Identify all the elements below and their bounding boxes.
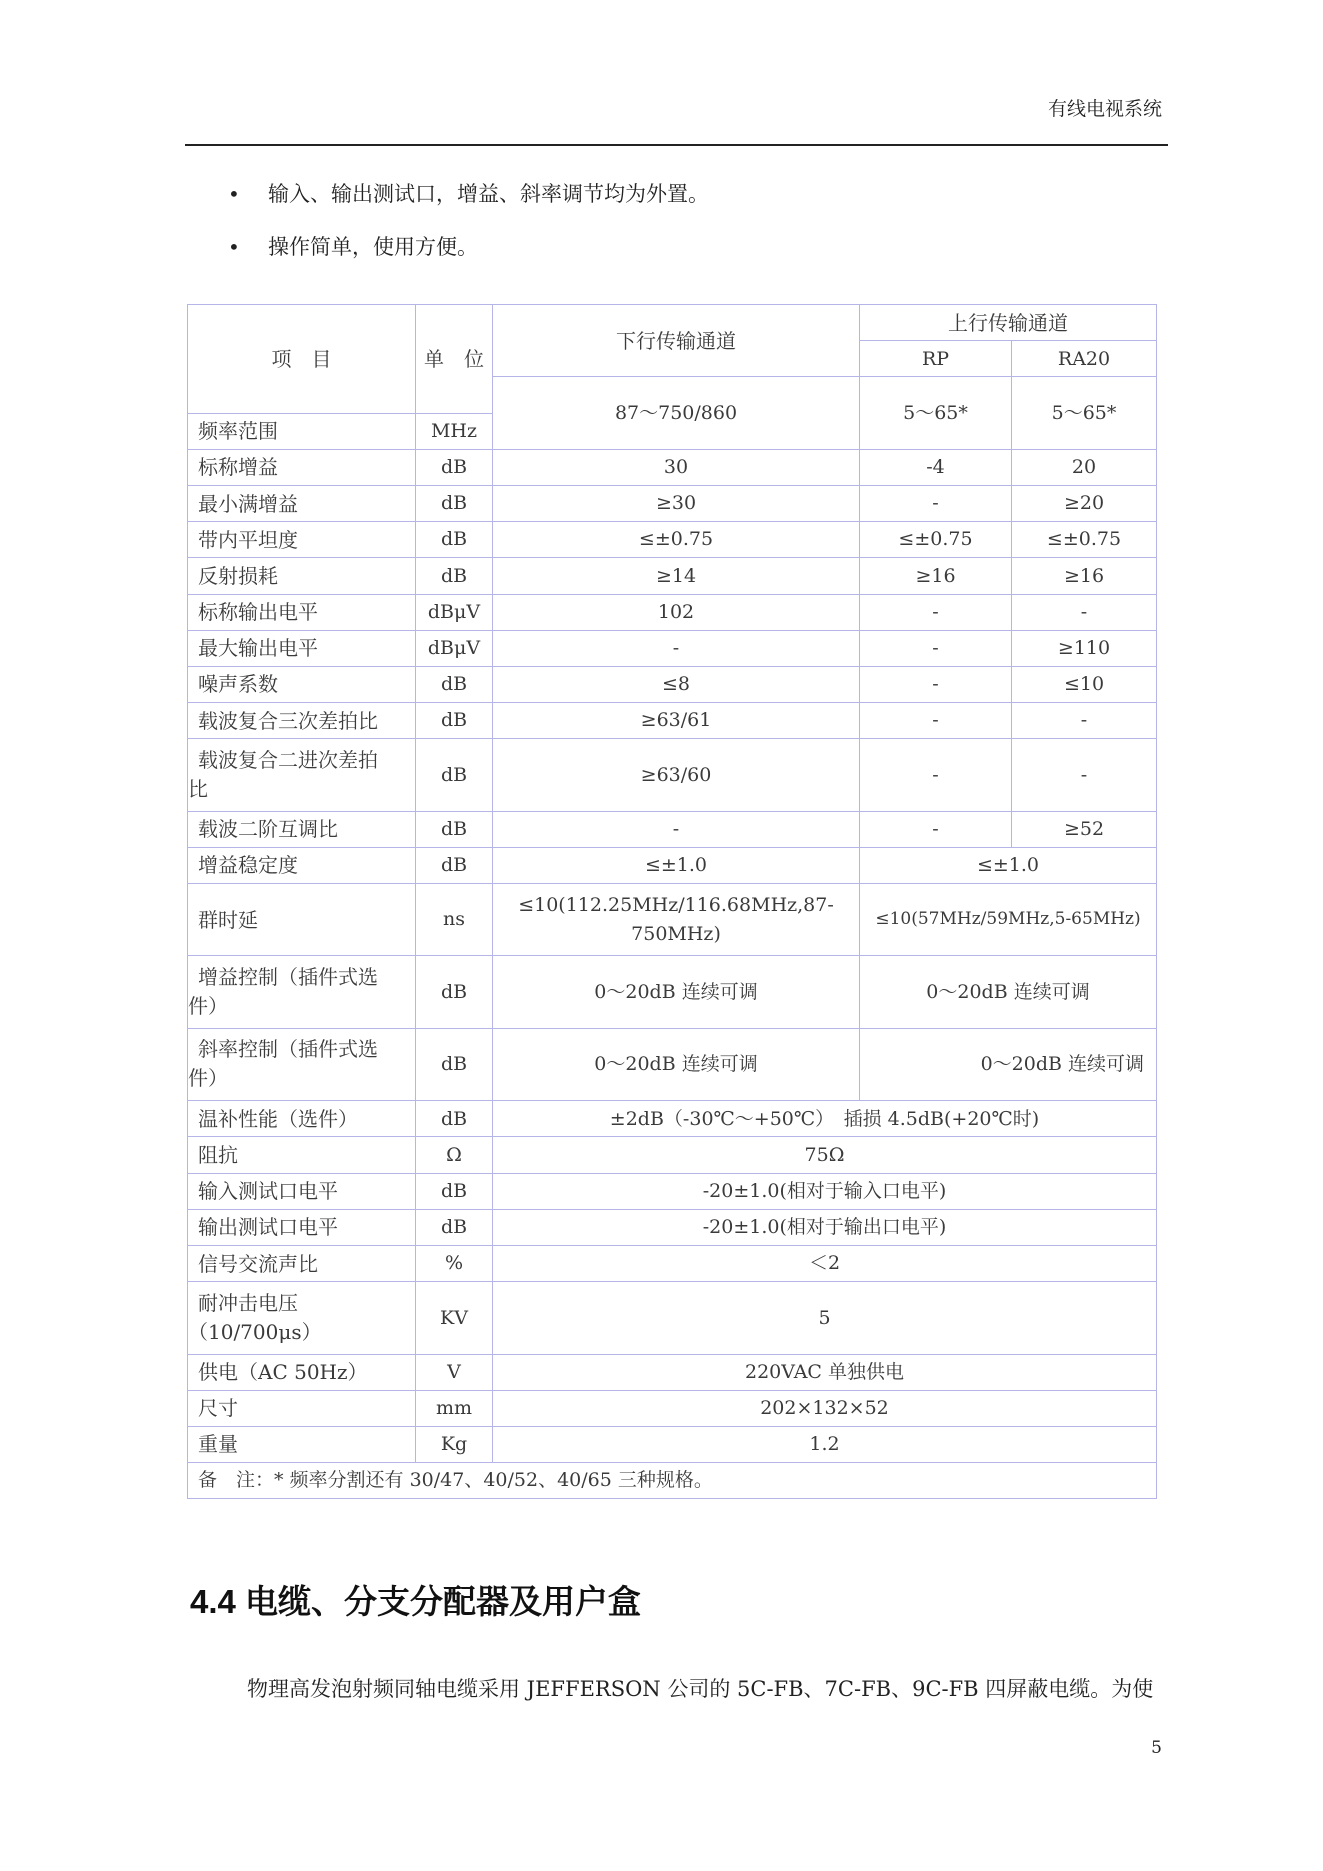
table-row bbox=[188, 1101, 1157, 1137]
cell-item bbox=[188, 739, 416, 811]
feature-item bbox=[228, 234, 478, 260]
cell-down: 0～20dB 连续可调 bbox=[493, 956, 860, 1028]
cell-rp: ≤±0.75 bbox=[860, 522, 1012, 558]
cell-down: ≤±0.75 bbox=[493, 522, 860, 558]
header-rp: RP bbox=[860, 341, 1012, 377]
table-row bbox=[188, 449, 1157, 485]
cell-item: 载波二阶互调比 bbox=[188, 811, 416, 847]
feature-text: 操作简单，使用方便。 bbox=[268, 235, 478, 259]
cell-rp: - bbox=[860, 594, 1012, 630]
cell-down: - bbox=[493, 630, 860, 666]
table-row bbox=[188, 1426, 1157, 1462]
cell-item: 噪声系数 bbox=[188, 666, 416, 702]
cell-value: -20±1.0(相对于输入口电平) bbox=[493, 1173, 1157, 1209]
cell-unit: dB bbox=[416, 811, 493, 847]
cell-ra20: ≥16 bbox=[1012, 558, 1157, 594]
cell-value: 1.2 bbox=[493, 1426, 1157, 1462]
cell-unit: dB bbox=[416, 703, 493, 739]
cell-item: 频率范围 bbox=[188, 413, 416, 449]
table-row bbox=[188, 1173, 1157, 1209]
cell-item: 重量 bbox=[188, 1426, 416, 1462]
cell-down: - bbox=[493, 811, 860, 847]
cell-item: 增益稳定度 bbox=[188, 847, 416, 883]
cell-ra20: - bbox=[1012, 594, 1157, 630]
cell-item: 载波复合三次差拍比 bbox=[188, 703, 416, 739]
cell-item: 反射损耗 bbox=[188, 558, 416, 594]
cell-ra20: ≤±0.75 bbox=[1012, 522, 1157, 558]
cell-rp: ≥16 bbox=[860, 558, 1012, 594]
cell-ra20: - bbox=[1012, 739, 1157, 811]
cell-item bbox=[188, 956, 416, 1028]
cell-value: 202×132×52 bbox=[493, 1390, 1157, 1426]
cell-down: 0～20dB 连续可调 bbox=[493, 1028, 860, 1100]
cell-value: 75Ω bbox=[493, 1137, 1157, 1173]
cell-down: 102 bbox=[493, 594, 860, 630]
cell-value: 220VAC 单独供电 bbox=[493, 1354, 1157, 1390]
cell-ra20: 20 bbox=[1012, 449, 1157, 485]
body-paragraph: 物理高发泡射频同轴电缆采用 JEFFERSON 公司的 5C-FB、7C-FB、9C-FB 四屏蔽电缆。为使 bbox=[247, 1677, 1154, 1701]
cell-item-line: 斜率控制（插件式选 bbox=[198, 1037, 378, 1062]
cell-value: ＜2 bbox=[493, 1245, 1157, 1281]
cell-item: 输出测试口电平 bbox=[188, 1209, 416, 1245]
cell-item: 最大输出电平 bbox=[188, 630, 416, 666]
bullet-icon: • bbox=[228, 182, 240, 206]
cell-rp: - bbox=[860, 811, 1012, 847]
table-row bbox=[188, 1354, 1157, 1390]
table-row bbox=[188, 956, 1157, 1028]
cell-down: 87～750/860 bbox=[493, 377, 860, 449]
table-row bbox=[188, 630, 1157, 666]
spec-table bbox=[187, 304, 1157, 1499]
cell-unit: dBμV bbox=[416, 594, 493, 630]
cell-value: 5 bbox=[493, 1282, 1157, 1354]
cell-rp: -4 bbox=[860, 449, 1012, 485]
table-row bbox=[188, 1209, 1157, 1245]
cell-unit: dB bbox=[416, 956, 493, 1028]
cell-down-line: 750MHz) bbox=[631, 922, 721, 945]
cell-rp: - bbox=[860, 739, 1012, 811]
cell-rp: - bbox=[860, 485, 1012, 521]
table-header-row bbox=[188, 305, 1157, 341]
table-row bbox=[188, 558, 1157, 594]
cell-rp: 5～65* bbox=[860, 377, 1012, 449]
cell-unit: % bbox=[416, 1245, 493, 1281]
cell-item: 信号交流声比 bbox=[188, 1245, 416, 1281]
header-upstream: 上行传输通道 bbox=[860, 305, 1157, 341]
cell-ra20: ≥52 bbox=[1012, 811, 1157, 847]
cell-unit: V bbox=[416, 1354, 493, 1390]
cell-item-line: 件） bbox=[188, 1066, 228, 1091]
cell-unit: ns bbox=[416, 884, 493, 956]
cell-rp: - bbox=[860, 630, 1012, 666]
cell-item-line: 增益控制（插件式选 bbox=[198, 965, 378, 990]
table-row bbox=[188, 666, 1157, 702]
cell-unit: dB bbox=[416, 558, 493, 594]
cell-item: 群时延 bbox=[188, 884, 416, 956]
table-row bbox=[188, 1245, 1157, 1281]
page-number: 5 bbox=[1151, 1738, 1162, 1758]
cell-item-line: 载波复合二进次差拍 bbox=[198, 747, 378, 772]
cell-unit: dB bbox=[416, 1209, 493, 1245]
table-note: 备 注：* 频率分割还有 30/47、40/52、40/65 三种规格。 bbox=[188, 1463, 1157, 1499]
cell-unit: mm bbox=[416, 1390, 493, 1426]
cell-unit: dB bbox=[416, 739, 493, 811]
cell-item-line: （10/700μs） bbox=[188, 1319, 322, 1344]
cell-up: ≤±1.0 bbox=[860, 847, 1157, 883]
cell-item-line: 耐冲击电压 bbox=[198, 1290, 298, 1315]
cell-down bbox=[493, 884, 860, 956]
header-ra20: RA20 bbox=[1012, 341, 1157, 377]
cell-unit: Kg bbox=[416, 1426, 493, 1462]
cell-item: 标称输出电平 bbox=[188, 594, 416, 630]
cell-unit: dB bbox=[416, 485, 493, 521]
table-row bbox=[188, 703, 1157, 739]
cell-up: ≤10(57MHz/59MHz,5-65MHz) bbox=[860, 884, 1157, 956]
feature-text: 输入、输出测试口，增益、斜率调节均为外置。 bbox=[268, 182, 709, 206]
header-item: 项 目 bbox=[188, 305, 416, 414]
cell-down: ≥63/61 bbox=[493, 703, 860, 739]
cell-item: 输入测试口电平 bbox=[188, 1173, 416, 1209]
table-note-row bbox=[188, 1463, 1157, 1499]
table-row bbox=[188, 522, 1157, 558]
table-row bbox=[188, 1282, 1157, 1354]
cell-item: 带内平坦度 bbox=[188, 522, 416, 558]
cell-down: ≥63/60 bbox=[493, 739, 860, 811]
cell-item bbox=[188, 1282, 416, 1354]
cell-rp: - bbox=[860, 666, 1012, 702]
table-row bbox=[188, 1137, 1157, 1173]
cell-unit: dB bbox=[416, 522, 493, 558]
cell-value: -20±1.0(相对于输出口电平) bbox=[493, 1209, 1157, 1245]
cell-unit: dB bbox=[416, 449, 493, 485]
cell-unit: dB bbox=[416, 847, 493, 883]
table-row bbox=[188, 811, 1157, 847]
cell-item: 尺寸 bbox=[188, 1390, 416, 1426]
cell-item: 标称增益 bbox=[188, 449, 416, 485]
table-row bbox=[188, 1390, 1157, 1426]
table-row bbox=[188, 847, 1157, 883]
cell-down: ≥14 bbox=[493, 558, 860, 594]
cell-value: ±2dB（-30℃～+50℃） 插损 4.5dB(+20℃时) bbox=[493, 1101, 1157, 1137]
cell-unit: dB bbox=[416, 1028, 493, 1100]
cell-item: 阻抗 bbox=[188, 1137, 416, 1173]
cell-item: 最小满增益 bbox=[188, 485, 416, 521]
cell-down: 30 bbox=[493, 449, 860, 485]
table-row bbox=[188, 1028, 1157, 1100]
cell-ra20: 5～65* bbox=[1012, 377, 1157, 449]
table-row bbox=[188, 884, 1157, 956]
cell-up: 0～20dB 连续可调 bbox=[860, 956, 1157, 1028]
cell-down: ≥30 bbox=[493, 485, 860, 521]
running-header: 有线电视系统 bbox=[1047, 98, 1162, 120]
bullet-icon: • bbox=[228, 235, 240, 259]
cell-unit: dBμV bbox=[416, 630, 493, 666]
cell-item-line: 比 bbox=[188, 776, 208, 801]
header-rule bbox=[185, 144, 1168, 146]
header-unit: 单 位 bbox=[416, 305, 493, 414]
table-row bbox=[188, 739, 1157, 811]
cell-down: ≤8 bbox=[493, 666, 860, 702]
cell-unit: MHz bbox=[416, 413, 493, 449]
cell-up: 0～20dB 连续可调 bbox=[860, 1028, 1157, 1100]
header-downstream: 下行传输通道 bbox=[493, 305, 860, 377]
cell-ra20: - bbox=[1012, 703, 1157, 739]
cell-unit: KV bbox=[416, 1282, 493, 1354]
cell-down: ≤±1.0 bbox=[493, 847, 860, 883]
cell-unit: dB bbox=[416, 1173, 493, 1209]
cell-unit: dB bbox=[416, 666, 493, 702]
feature-item bbox=[228, 181, 709, 207]
cell-ra20: ≥20 bbox=[1012, 485, 1157, 521]
cell-unit: Ω bbox=[416, 1137, 493, 1173]
table-row bbox=[188, 485, 1157, 521]
cell-ra20: ≥110 bbox=[1012, 630, 1157, 666]
cell-item-line: 件） bbox=[188, 994, 228, 1019]
cell-ra20: ≤10 bbox=[1012, 666, 1157, 702]
cell-item bbox=[188, 1028, 416, 1100]
cell-down-line: ≤10(112.25MHz/116.68MHz,87- bbox=[518, 894, 834, 917]
cell-item: 温补性能（选件） bbox=[188, 1101, 416, 1137]
section-heading: 4.4 电缆、分支分配器及用户盒 bbox=[190, 1583, 642, 1620]
cell-item: 供电（AC 50Hz） bbox=[188, 1354, 416, 1390]
cell-rp: - bbox=[860, 703, 1012, 739]
table-row bbox=[188, 594, 1157, 630]
cell-unit: dB bbox=[416, 1101, 493, 1137]
